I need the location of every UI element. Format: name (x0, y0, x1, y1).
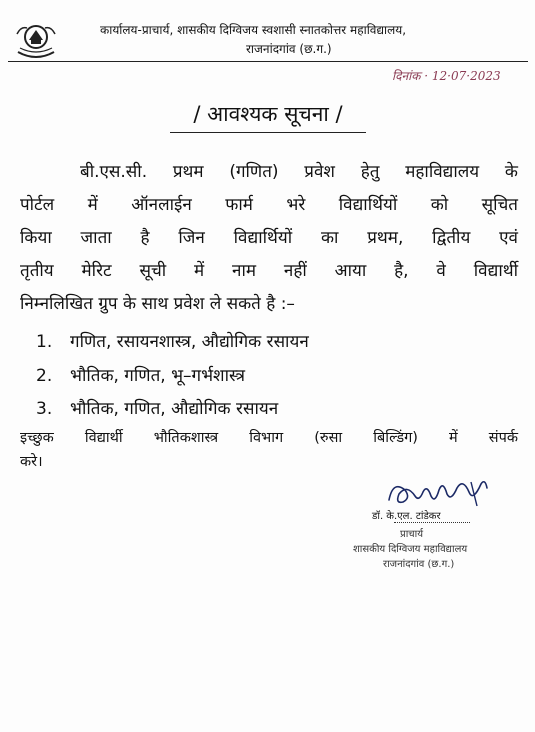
college-emblem-icon (14, 22, 58, 60)
group-subjects: भौतिक, गणित, भू–गर्भशास्त्र (70, 366, 246, 386)
body-line: पोर्टल में ऑनलाईन फार्म भरे विद्यार्थियों को सूचित (20, 195, 518, 215)
group-number: 2. (36, 366, 53, 386)
note-line: इच्छुक विद्यार्थी भौतिकशास्त्र विभाग (रुसा बिल्डिंग) में संपर्क (20, 430, 518, 446)
group-list-item (36, 364, 245, 388)
notice-body (20, 156, 518, 321)
group-list-item (36, 397, 278, 421)
office-location: राजनांदगांव (छ.ग.) (246, 42, 332, 56)
note-line: करे। (20, 454, 43, 470)
body-line: बी.एस.सी. प्रथम (गणित) प्रवेश हेतु महाविद्यालय के (80, 162, 518, 182)
group-number: 1. (36, 332, 53, 352)
title-underline (170, 132, 366, 133)
office-heading: कार्यालय-प्राचार्य, शासकीय दिग्विजय स्वशासी स्नातकोत्तर महाविद्यालय, (100, 23, 407, 37)
signatory-place: राजनांदगांव (छ.ग.) (383, 559, 455, 570)
principal-signature (385, 476, 495, 510)
body-line: तृतीय मेरिट सूची में नाम नहीं आया है, वे विद्यार्थी (20, 261, 518, 281)
group-subjects: भौतिक, गणित, औद्योगिक रसायन (70, 399, 279, 419)
signatory-name: डॉ. के.एल. टांडेकर (372, 511, 441, 522)
contact-note (20, 426, 518, 474)
signatory-college: शासकीय दिग्विजय महाविद्यालय (353, 544, 468, 555)
group-subjects: गणित, रसायनशास्त्र, औद्योगिक रसायन (70, 332, 309, 352)
body-line: किया जाता है जिन विद्यार्थियों का प्रथम, द्वितीय एवं (20, 228, 518, 248)
signatory-designation: प्राचार्य (400, 529, 424, 540)
group-number: 3. (36, 399, 53, 419)
notice-date: दिनांक · 12·07·2023 (392, 69, 501, 83)
notice-title: / आवश्यक सूचना / (193, 102, 343, 126)
body-line: निम्नलिखित ग्रुप के साथ प्रवेश ले सकते है :– (20, 294, 295, 314)
signature-dotted-line (394, 522, 470, 523)
group-list-item (36, 330, 309, 354)
header-divider (8, 61, 528, 62)
